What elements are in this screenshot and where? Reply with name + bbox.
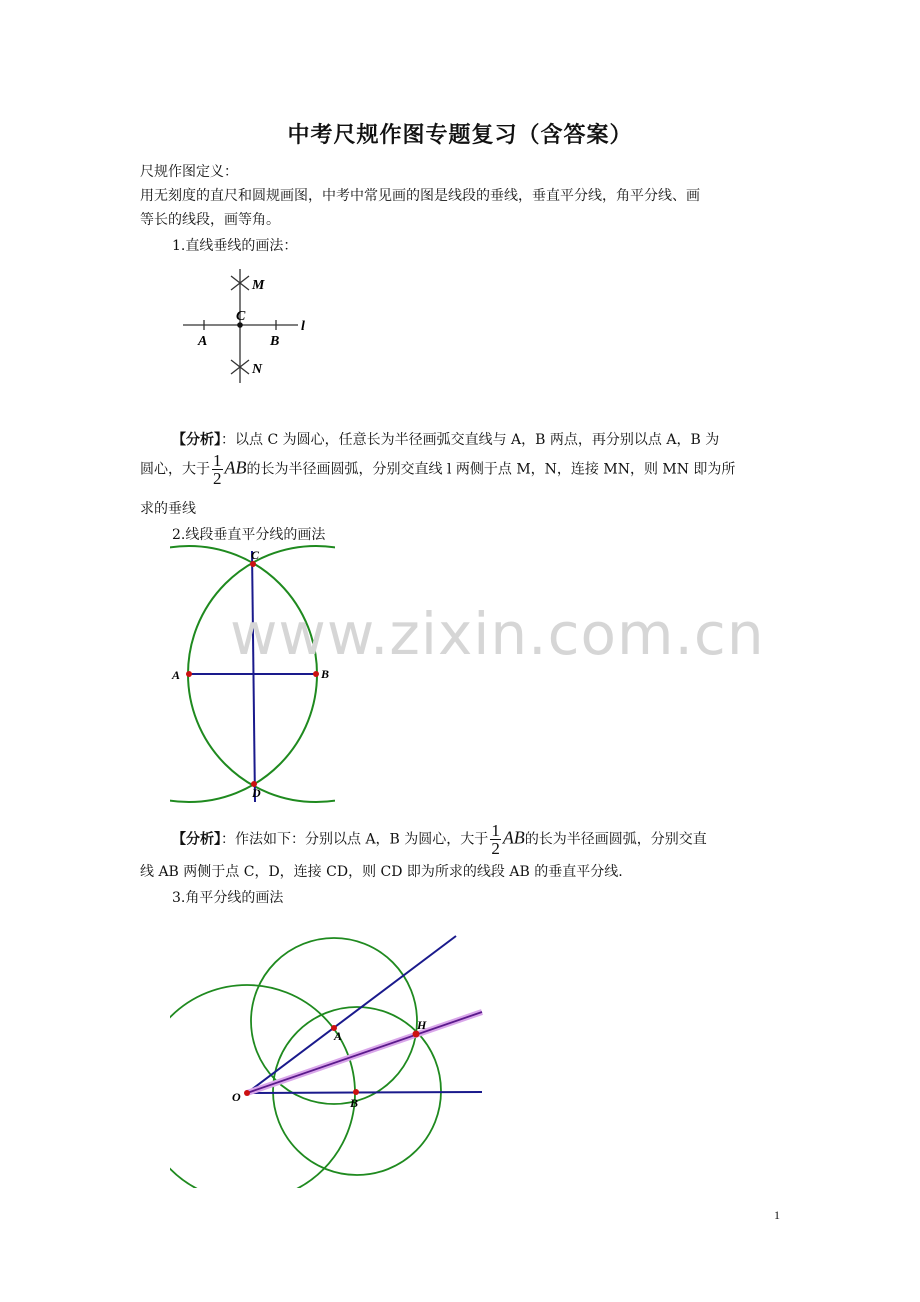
- label-a: A: [198, 334, 208, 349]
- fraction-half: [490, 822, 501, 857]
- analysis-text: 的长为半径画圆弧，分别交直: [524, 831, 707, 848]
- label-b: B: [350, 1096, 359, 1110]
- fraction-denominator: 2: [213, 469, 222, 488]
- intro-line-1: 用无刻度的直尺和圆规画图，中考中常见画的图是线段的垂线，垂直平分线，角平分线、画: [140, 188, 700, 204]
- analysis-text: ：作法如下：分别以点 A，B 为圆心，大于: [221, 831, 489, 848]
- fraction-numerator: 1: [213, 451, 222, 470]
- fraction-denominator: 2: [491, 839, 500, 858]
- section1-heading: 1.直线垂线的画法：: [172, 238, 298, 254]
- section1-analysis-line-2: [140, 452, 780, 487]
- figure-angle-bisector: [170, 935, 485, 1190]
- label-a: A: [172, 668, 181, 682]
- point-b: [353, 1089, 359, 1095]
- point-b: [313, 671, 319, 677]
- bisector-cd: [252, 551, 255, 802]
- math-ab: AB: [224, 457, 247, 478]
- math-ab: AB: [502, 827, 525, 848]
- ray-ob: [247, 1092, 482, 1093]
- section3-heading: 3.角平分线的画法: [172, 890, 284, 906]
- figure-perpendicular-line: [175, 265, 325, 390]
- fraction-half: [212, 452, 223, 487]
- label-c: C: [236, 309, 246, 324]
- label-o: O: [232, 1090, 241, 1104]
- section2-analysis-line-2: 线 AB 两侧于点 C，D，连接 CD，则 CD 即为所求的线段 AB 的垂直平分线.: [140, 864, 623, 880]
- analysis-tag: 【分析】: [172, 432, 221, 448]
- label-d: D: [252, 786, 261, 800]
- section2-heading: 2.线段垂直平分线的画法: [172, 527, 326, 543]
- analysis-text: 圆心，大于: [140, 461, 210, 478]
- point-o: [244, 1090, 250, 1096]
- analysis-text: ：以点 C 为圆心，任意长为半径画弧交直线与 A，B 两点，再分别以点 A，B 为: [221, 432, 720, 448]
- section1-analysis-line-3: 求的垂线: [140, 501, 196, 517]
- fraction-numerator: 1: [491, 821, 500, 840]
- page-title: 中考尺规作图专题复习（含答案）: [287, 122, 633, 148]
- label-b: B: [270, 334, 280, 349]
- section2-analysis-line-1: [172, 822, 782, 857]
- analysis-text: 的长为半径画圆弧，分别交直线 l 两侧于点 M，N，连接 MN，则 MN 即为所: [246, 461, 736, 478]
- point-a: [186, 671, 192, 677]
- label-n: N: [252, 362, 263, 377]
- intro-line-2: 等长的线段，画等角。: [140, 212, 280, 228]
- label-l: l: [301, 319, 305, 334]
- label-h: H: [417, 1018, 427, 1032]
- section1-analysis-line-1: [172, 428, 782, 452]
- watermark: www.zixin.com.cn: [230, 600, 765, 668]
- intro-heading: 尺规作图定义：: [140, 164, 238, 180]
- label-c: C: [251, 548, 260, 562]
- label-m: M: [252, 278, 265, 293]
- analysis-tag: 【分析】: [172, 831, 221, 848]
- arc-circle-a: [251, 938, 417, 1104]
- label-b: B: [321, 667, 330, 681]
- label-a: A: [334, 1029, 343, 1043]
- figure-perpendicular-bisector: [170, 545, 340, 810]
- page-number: 1: [774, 1208, 780, 1222]
